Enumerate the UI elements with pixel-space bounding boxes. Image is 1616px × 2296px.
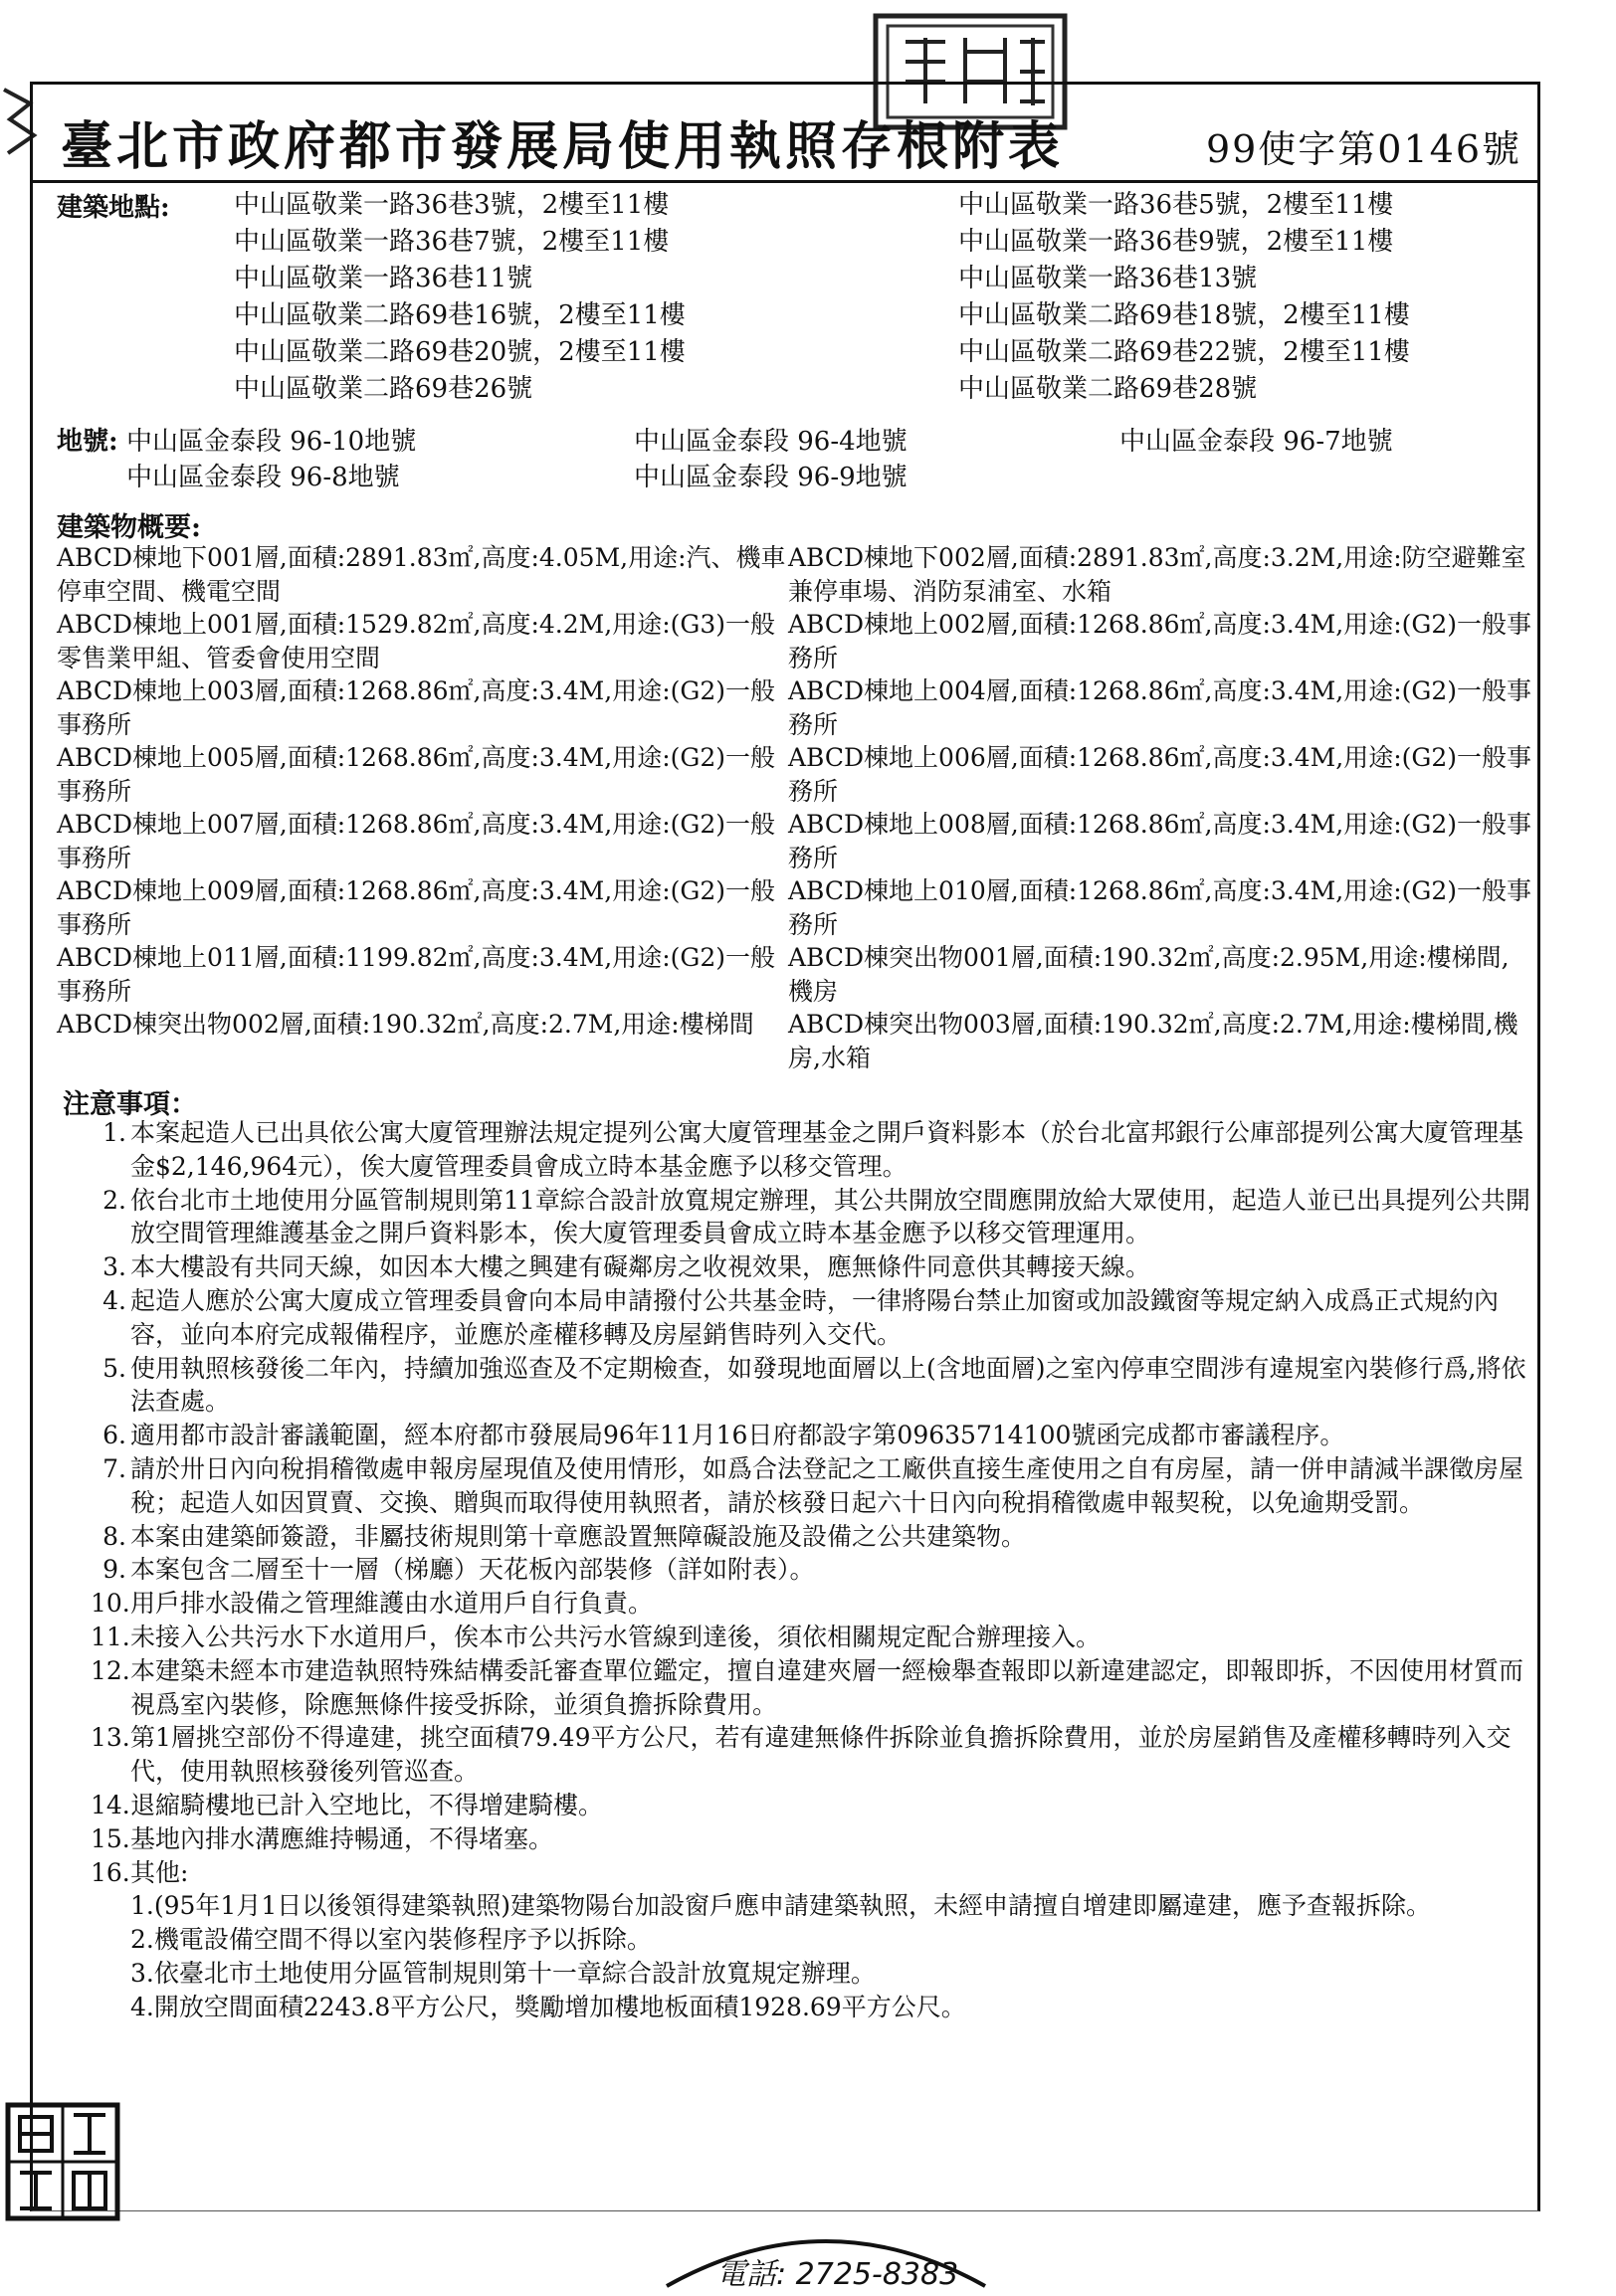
address-item: 中山區敬業一路36巷5號，2樓至11樓 (958, 190, 1394, 220)
floor-entry: ABCD棟地上007層,面積:1268.86㎡,高度:3.4M,用途:(G2)一般事務所 (57, 810, 776, 872)
floor-entry: ABCD棟突出物001層,面積:190.32㎡,高度:2.95M,用途:樓梯間,機房 (788, 943, 1510, 1006)
note-number: 1. (102, 1118, 126, 1147)
note-number: 3. (102, 1252, 126, 1282)
document-title: 臺北市政府都市發展局使用執照存根附表 (61, 116, 1065, 177)
note-item (91, 1553, 1535, 1587)
note-text: 其他: (130, 1857, 189, 1887)
note-text: 第1層挑空部份不得違建，挑空面積79.49平方公尺，若有違建無條件拆除並負擔拆除費用，並於房屋銷售及產權移轉時列入交代，使用執照核發後列管巡查。 (130, 1723, 1512, 1787)
address-item: 中山區敬業二路69巷26號 (234, 374, 533, 404)
note-item (91, 1520, 1535, 1554)
address-item: 中山區敬業一路36巷11號 (234, 264, 533, 293)
phone-seal-stamp (657, 2226, 995, 2296)
note-item (91, 1184, 1535, 1251)
note-number: 5. (102, 1353, 126, 1383)
note-number: 13. (91, 1723, 130, 1753)
note-item (91, 1789, 1535, 1822)
notes-heading: 注意事項： (63, 1089, 197, 1120)
address-item: 中山區敬業一路36巷13號 (958, 264, 1258, 293)
note-text: 本建築未經本市建造執照特殊結構委託審查單位鑑定，擅自違建夾層一經檢舉查報即以新違建認定，即報即拆，不因使用材質而視爲室內裝修，除應無條件接受拆除，並須負擔拆除費用。 (130, 1655, 1524, 1719)
phone-seal-text: 電話: 2725-8383 (716, 2257, 959, 2292)
floor-entry: ABCD棟地上005層,面積:1268.86㎡,高度:3.4M,用途:(G2)一般事務所 (57, 743, 776, 806)
floor-entry: ABCD棟地上008層,面積:1268.86㎡,高度:3.4M,用途:(G2)一般事務所 (788, 810, 1532, 872)
note-item (91, 1654, 1535, 1722)
floor-entry: ABCD棟地上004層,面積:1268.86㎡,高度:3.4M,用途:(G2)一般事務所 (788, 676, 1532, 739)
note-item (91, 1419, 1535, 1452)
address-item: 中山區敬業一路36巷3號，2樓至11樓 (234, 190, 670, 220)
note-item (91, 1284, 1535, 1352)
note-item (91, 1250, 1535, 1284)
note-number: 11. (91, 1622, 130, 1651)
address-item: 中山區敬業二路69巷16號，2樓至11樓 (234, 300, 686, 330)
lot-label: 地號: (57, 427, 118, 457)
address-item: 中山區敬業二路69巷18號，2樓至11樓 (958, 300, 1410, 330)
note-number: 15. (91, 1823, 130, 1853)
note-text: 起造人應於公寓大廈成立管理委員會向本局申請撥付公共基金時，一律將陽台禁止加窗或加設鐵窗等規定納入成爲正式規約內容，並向本府完成報備程序，並應於產權移轉及房屋銷售時列入交代。 (130, 1285, 1500, 1349)
floor-entry: ABCD棟地上003層,面積:1268.86㎡,高度:3.4M,用途:(G2)一般事務所 (57, 676, 776, 739)
architect-seal-stamp (4, 2101, 121, 2222)
note-number: 12. (91, 1655, 130, 1685)
floor-entry: ABCD棟地上010層,面積:1268.86㎡,高度:3.4M,用途:(G2)一般事務所 (788, 876, 1532, 939)
address-item: 中山區敬業一路36巷7號，2樓至11樓 (234, 227, 670, 257)
note-number: 7. (102, 1453, 126, 1483)
note-item (91, 1116, 1535, 1184)
other-sub-item: 3.依臺北市土地使用分區管制規則第十一章綜合設計放寬規定辦理。 (130, 1958, 876, 1988)
note-text: 本案包含二層至十一層（梯廳）天花板內部裝修（詳如附表）。 (130, 1555, 815, 1585)
note-text: 請於卅日內向稅捐稽徵處申報房屋現值及使用情形，如爲合法登記之工廠供直接生產使用之自有房屋，請一併申請減半課徵房屋稅；起造人如因買賣、交換、贈與而取得使用執照者，請於核發日起六十日內向稅捐稽徵處申報契稅，以免逾期受罰。 (130, 1453, 1524, 1517)
floor-entry: ABCD棟突出物002層,面積:190.32㎡,高度:2.7M,用途:樓梯間 (57, 1010, 754, 1039)
lot-item: 中山區金泰段 96-4地號 (634, 427, 908, 457)
address-item: 中山區敬業二路69巷28號 (958, 374, 1258, 404)
note-number: 9. (102, 1555, 126, 1585)
address-label: 建築地點: (57, 193, 170, 223)
lot-item: 中山區金泰段 96-8地號 (126, 463, 400, 492)
address-item: 中山區敬業一路36巷9號，2樓至11樓 (958, 227, 1394, 257)
floor-entry: ABCD棟地下002層,面積:2891.83㎡,高度:3.2M,用途:防空避難室兼停車場、消防泵浦室、水箱 (788, 543, 1526, 606)
floor-entry: ABCD棟地上002層,面積:1268.86㎡,高度:3.4M,用途:(G2)一般事務所 (788, 610, 1532, 672)
note-number: 6. (102, 1421, 126, 1450)
note-number: 14. (91, 1790, 130, 1819)
building-summary-grid (57, 541, 1537, 1074)
note-text: 依台北市土地使用分區管制規則第11章綜合設計放寬規定辦理，其公共開放空間應開放給大眾使用，起造人並已出具提列公共開放空間管理維護基金之開戶資料影本，俟大廈管理委員會成立時本基金應予以移交管理運用。 (130, 1185, 1530, 1248)
address-item: 中山區敬業二路69巷20號，2樓至11樓 (234, 337, 686, 367)
lot-item: 中山區金泰段 96-7地號 (1119, 427, 1393, 457)
other-sub-item: 4.開放空間面積2243.8平方公尺，獎勵增加樓地板面積1928.69平方公尺。 (130, 1992, 966, 2021)
floor-entry: ABCD棟地下001層,面積:2891.83㎡,高度:4.05M,用途:汽、機車停車空間、機電空間 (57, 543, 786, 606)
note-text: 用戶排水設備之管理維護由水道用戶自行負責。 (130, 1589, 654, 1619)
lot-item: 中山區金泰段 96-9地號 (634, 463, 908, 492)
note-item (91, 1721, 1535, 1789)
note-number: 8. (102, 1521, 126, 1551)
note-text: 本大樓設有共同天線，如因本大樓之興建有礙鄰房之收視效果，應無條件同意供其轉接天線。 (130, 1252, 1151, 1282)
other-sub-item: 1.(95年1月1日以後領得建築執照)建築物陽台加設窗戶應申請建築執照，未經申請擅自增建即屬違建，應予查報拆除。 (130, 1891, 1431, 1921)
lot-section (57, 424, 1529, 495)
lot-item: 中山區金泰段 96-10地號 (126, 427, 417, 457)
note-number: 10. (91, 1589, 130, 1619)
note-text: 退縮騎樓地已計入空地比，不得增建騎樓。 (130, 1790, 604, 1819)
other-sub-item: 2.機電設備空間不得以室內裝修程序予以拆除。 (130, 1925, 652, 1955)
note-item (91, 1822, 1535, 1856)
note-text: 未接入公共污水下水道用戶，俟本市公共污水管線到達後，須依相關規定配合辦理接入。 (130, 1622, 1102, 1651)
floor-entry: ABCD棟突出物003層,面積:190.32㎡,高度:2.7M,用途:樓梯間,機房,水箱 (788, 1010, 1518, 1072)
note-text: 本案由建築師簽證，非屬技術規則第十章應設置無障礙設施及設備之公共建築物。 (130, 1521, 1027, 1551)
floor-entry: ABCD棟地上009層,面積:1268.86㎡,高度:3.4M,用途:(G2)一般事務所 (57, 876, 776, 939)
floor-entry: ABCD棟地上011層,面積:1199.82㎡,高度:3.4M,用途:(G2)一般事務所 (57, 943, 776, 1006)
floor-entry: ABCD棟地上001層,面積:1529.82㎡,高度:4.2M,用途:(G3)一般零售業甲組、管委會使用空間 (57, 610, 776, 672)
note-number: 2. (102, 1185, 126, 1215)
content-box (30, 177, 1540, 2211)
address-item: 中山區敬業二路69巷22號，2樓至11樓 (958, 337, 1410, 367)
floor-entry: ABCD棟地上006層,面積:1268.86㎡,高度:3.4M,用途:(G2)一般事務所 (788, 743, 1532, 806)
notes-list (91, 1116, 1535, 2024)
note-text: 使用執照核發後二年內，持續加強巡查及不定期檢查，如發現地面層以上(含地面層)之室內停車空間涉有違規室內裝修行爲,將依法查處。 (130, 1353, 1526, 1417)
note-item (91, 1352, 1535, 1420)
note-text: 本案起造人已出具依公寓大廈管理辦法規定提列公寓大廈管理基金之開戶資料影本（於台北富邦銀行公庫部提列公寓大廈管理基金$2,146,964元），俟大廈管理委員會成立時本基金應予以移交管理。 (130, 1118, 1524, 1181)
note-item (91, 1621, 1535, 1654)
note-item (91, 1856, 1535, 1890)
note-item (91, 1587, 1535, 1621)
note-number: 16. (91, 1857, 130, 1887)
note-text: 適用都市設計審議範圍，經本府都市發展局96年11月16日府都設字第09635714100號函完成都市審議程序。 (130, 1421, 1345, 1450)
document-page (30, 82, 1542, 2210)
building-summary-heading: 建築物概要: (57, 512, 201, 543)
header-box (30, 82, 1540, 183)
note-text: 基地內排水溝應維持暢通，不得堵塞。 (130, 1823, 554, 1853)
note-item (91, 1452, 1535, 1520)
permit-number: 99使字第0146號 (1205, 127, 1521, 171)
note-number: 4. (102, 1285, 126, 1315)
